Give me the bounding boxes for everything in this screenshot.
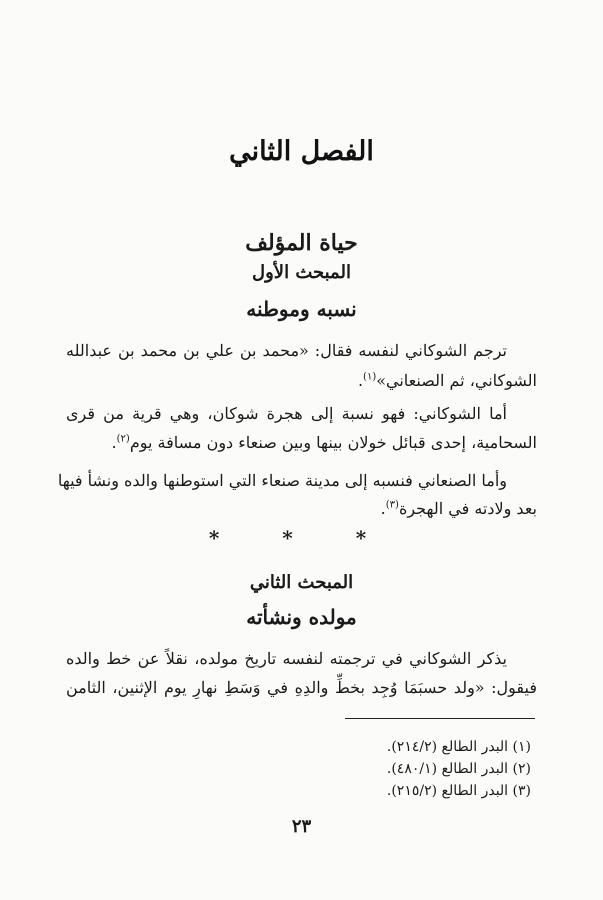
footnote-text: البدر الطالع (٤٨٠/١). <box>386 761 509 777</box>
footnote-number: (١) <box>512 739 531 755</box>
paragraph-line: بعد ولادته في الهجرة$^{(٣)}$. <box>380 499 537 518</box>
paragraph-line: أما الشوكاني: فهو نسبة إلى هجرة شوكان، وهي قرية من قرى <box>66 404 507 423</box>
topic1-subheading: نسبه وموطنه <box>246 297 357 321</box>
chapter-title: الفصل الثاني <box>229 136 374 167</box>
section-separator: * * * <box>208 526 395 550</box>
paragraph-line: السحامية، إحدى قبائل خولان بينها وبين صنعاء دون مسافة يوم$^{(٢)}$. <box>111 433 537 452</box>
footnote <box>387 737 531 757</box>
footnote-divider <box>345 718 535 719</box>
page-number: ٢٣ <box>291 816 312 837</box>
topic1-heading: المبحث الأول <box>252 262 351 283</box>
footnote <box>387 781 531 801</box>
footnote-number: (٣) <box>512 783 531 799</box>
footnote-text: البدر الطالع (٢١٥/٢). <box>386 783 509 799</box>
section-title: حياة المؤلف <box>245 230 358 256</box>
footnote-number: (٢) <box>512 761 531 777</box>
footnote-ref: (٢) <box>116 433 130 445</box>
paragraph-line: الشوكاني، ثم الصنعاني»$^{(١)}$. <box>357 371 537 390</box>
footnote-text: البدر الطالع (٢١٤/٢). <box>386 739 509 755</box>
paragraph-line: فيقول: «ولد حسبَمَا وُجِد بخطِّ والدِهِ في وَسَطِ نهارِ يوم الإثنين، الثامن <box>66 678 537 697</box>
paragraph-line: ترجم الشوكاني لنفسه فقال: «محمد بن علي بن محمد بن عبدالله <box>66 341 507 360</box>
paragraph-line: يذكر الشوكاني في ترجمته لنفسه تاريخ مولده، نقلاً عن خط والده <box>66 649 507 668</box>
paragraph-line: وأما الصنعاني فنسبه إلى مدينة صنعاء التي استوطنها والده ونشأ فيها <box>57 471 507 490</box>
topic2-heading: المبحث الثاني <box>249 572 354 593</box>
footnote-ref: (١) <box>363 371 377 383</box>
footnote-ref: (٣) <box>385 499 399 511</box>
footnote <box>387 759 531 779</box>
topic2-subheading: مولده ونشأته <box>246 605 357 629</box>
